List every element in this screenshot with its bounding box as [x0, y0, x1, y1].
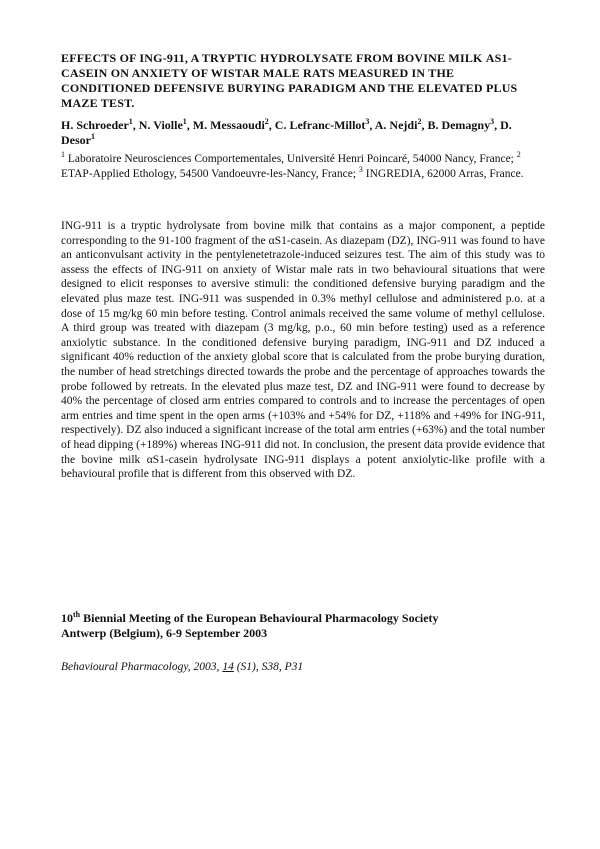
- author: C. Lefranc-Millot$^3$,: [274, 117, 375, 132]
- author: H. Schroeder$^1$,: [61, 117, 139, 132]
- paper-title: EFFECTS OF ING-911, A TRYPTIC HYDROLYSATE FROM BOVINE MILK ΑS1-CASEIN ON ANXIETY OF WISTAR MALE RATS MEASURED IN THE CONDITIONED DEFENSIVE BURYING PARADIGM AND THE ELEVATED PLUS MAZE TEST.: [61, 51, 518, 110]
- affiliation: $^1$ Laboratoire Neurosciences Comportementales, Université Henri Poincaré, 54000 Nancy, France;: [61, 150, 517, 165]
- affiliation: $^3$ INGREDIA, 62000 Arras, France.: [358, 165, 524, 180]
- author: D. Desor$^1$: [61, 118, 512, 147]
- author: B. Demagny$^3$,: [427, 117, 501, 132]
- author: A. Nejdi$^2$,: [374, 117, 428, 132]
- journal-citation: Behavioural Pharmacology, 2003, 14 (S1), S38, P31: [61, 661, 304, 673]
- journal-volume: 14: [222, 661, 234, 673]
- meeting-location: Antwerp (Belgium), 6-9 September 2003: [61, 626, 268, 640]
- affiliations: [61, 152, 545, 182]
- author: M. Messaoudi$^2$,: [192, 117, 275, 132]
- affiliation: $^2$ ETAP-Applied Ethology, 54500 Vandoeuvre-les-Nancy, France;: [61, 150, 521, 180]
- meeting-name: 10th Biennial Meeting of the European Behavioural Pharmacology Society: [61, 610, 439, 625]
- author: N. Violle$^1$,: [138, 117, 193, 132]
- abstract-body: ING-911 is a tryptic hydrolysate from bovine milk that contains as a major component, a peptide corresponding to the 91-100 fragment of the αS1-casein. As diazepam (DZ), ING-911 was found to have an anticonvulsant activity in the pentylenetetrazole-induced seizures test. The aim of this study was to assess the effects of ING-911 on anxiety of Wistar male rats in two behavioural situations that were designed to elicit responses to aversive stimuli: the conditioned defensive burying paradigm and the elevated plus maze test. ING-911 was suspended in 0.3% methyl cellulose and administered p.o. at a dose of 15 mg/kg 60 min before testing. Control animals received the same volume of methyl cellulose. A third group was treated with diazepam (3 mg/kg, p.o., 60 min before testing) used as a reference anxiolytic substance. In the conditioned defensive burying paradigm, ING-911 and DZ induced a significant 40% reduction of the anxiety global score that is calculated from the probe burying duration, the number of head stretchings directed towards the probe and the percentage of approaches towards the probe followed by retreats. In the elevated plus maze test, DZ and ING-911 were found to decrease by 40% the percentage of closed arm entries compared to controls and to increase the percentages of open arm entries and time spent in the open arms (+103% and +54% for DZ, +118% and +49% for ING-911, respectively). DZ also induced a significant increase of the total arm entries (+63%) and the total number of head dipping (+189%) whereas ING-911 did not. In conclusion, the present data provide evidence that the bovine milk αS1-casein hydrolysate ING-911 displays a potent anxiolytic-like profile with a behavioural profile that is different from this observed with DZ.: [61, 220, 545, 481]
- author-list: [61, 118, 545, 148]
- meeting-info: [61, 611, 545, 641]
